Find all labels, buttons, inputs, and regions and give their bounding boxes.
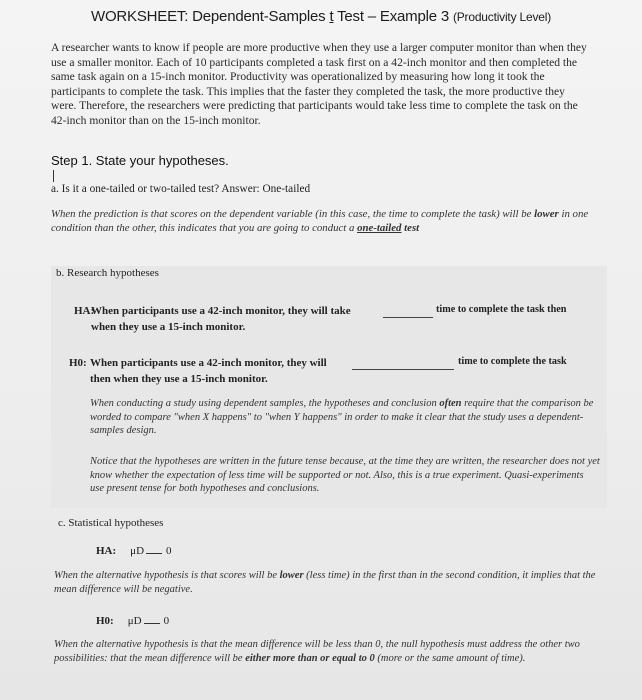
note-c1-part2: (less time) in the first than in the second condition, it implies that the mean difference will be negative. (54, 570, 596, 595)
note-c1-lower: lower (279, 570, 304, 581)
h0-symbol: H0: (69, 357, 87, 369)
stat-ha-mu: μD (130, 545, 145, 557)
statistical-hypotheses-label: c. Statistical hypotheses (58, 517, 164, 529)
title-t: t (329, 8, 334, 25)
note-c2-part1: When the alternative hypothesis is that the mean difference will be less than 0, the null hypothesis must address the other two possibilities: that the mean difference will be (54, 639, 580, 664)
answer-label: Answer: (221, 183, 260, 195)
note-a-part1: When the prediction is that scores on the dependent variable (in this case, the time to complete the task) will be (51, 208, 535, 220)
question-a-text: a. Is it a one-tailed or two-tailed test? (51, 183, 220, 195)
step1-heading: Step 1. State your hypotheses. (51, 153, 229, 168)
note-b2: Notice that the hypotheses are written in the future tense because, at the time they are written, the researcher does not yet know whether the expectation of less time will be supported or not. Also, this is a true experiment. Quasi-experiments use present tense for both hypotheses and conclusions. (90, 456, 600, 494)
stat-h0-symbol: H0: (96, 615, 114, 627)
stat-ha-blank[interactable] (146, 553, 162, 554)
question-a (51, 183, 310, 195)
note-a-part3: test (401, 222, 420, 234)
research-hypotheses-label: b. Research hypotheses (56, 267, 159, 279)
note-b1-often: often (439, 398, 462, 409)
stat-ha-zero: 0 (166, 545, 172, 557)
note-c1-part1: When the alternative hypothesis is that scores will be (54, 570, 280, 581)
stat-h0-mu: μD (127, 615, 142, 627)
stat-h0-zero: 0 (163, 615, 170, 627)
h0-blank[interactable] (352, 369, 454, 370)
ha-symbol: HA: (74, 305, 95, 317)
note-a-one-tailed: one-tailed (357, 222, 402, 234)
note-c2-either: either more than or equal to 0 (245, 653, 375, 664)
intro-paragraph: A researcher wants to know if people are more productive when they use a larger computer monitor than when they use a smaller monitor. Each of 10 participants completed a task first on a 42-inch monitor and then completed the same task again on a 15-inch monitor. Productivity was operationalized by measuring how long it took the participants to complete the task. This implies that the faster they completed the task, the more productive they were. Therefore, the researchers were predicting that participants would take less time to complete the task on the 42-inch monitor than on the 15-inch monitor. (51, 41, 587, 127)
title-main: WORKSHEET: Dependent-Samples (90, 8, 330, 25)
ha-line2: when they use a 15-inch monitor. (91, 321, 246, 333)
page-title (0, 8, 642, 25)
h0-line1: When participants use a 42-inch monitor, they will (90, 357, 327, 369)
stat-h0-blank[interactable] (144, 623, 160, 624)
title-sub: (Productivity Level) (452, 10, 551, 24)
note-a-part2: in one condition than the other, this indicates that you are going to conduct a (51, 208, 589, 234)
note-b1 (90, 397, 600, 438)
text-cursor (53, 170, 54, 182)
note-c2 (54, 638, 609, 666)
note-c2-part2: (more or the same amount of time). (374, 653, 526, 664)
ha-blank[interactable] (383, 317, 433, 318)
h0-right: time to complete the task (458, 356, 567, 367)
h0-line2: then when they use a 15-inch monitor. (90, 373, 268, 385)
note-b1-part1: When conducting a study using dependent samples, the hypotheses and conclusion (90, 398, 440, 409)
stat-ha-symbol: HA: (96, 545, 117, 557)
note-c1 (54, 569, 609, 597)
ha-line1: When participants use a 42-inch monitor, they will take (91, 305, 351, 317)
answer-value: One-tailed (262, 183, 311, 195)
stat-h0 (96, 615, 169, 627)
note-a-lower: lower (534, 208, 559, 220)
note-a (51, 207, 599, 235)
title-rest: Test – Example 3 (333, 8, 453, 25)
ha-right: time to complete the task then (436, 304, 567, 315)
note-b1-part2: require that the comparison be worded to compare "when X happens" to "when Y happens" in order to make it clear that the study uses a dependent-samples design. (90, 398, 594, 436)
stat-ha (96, 545, 172, 557)
